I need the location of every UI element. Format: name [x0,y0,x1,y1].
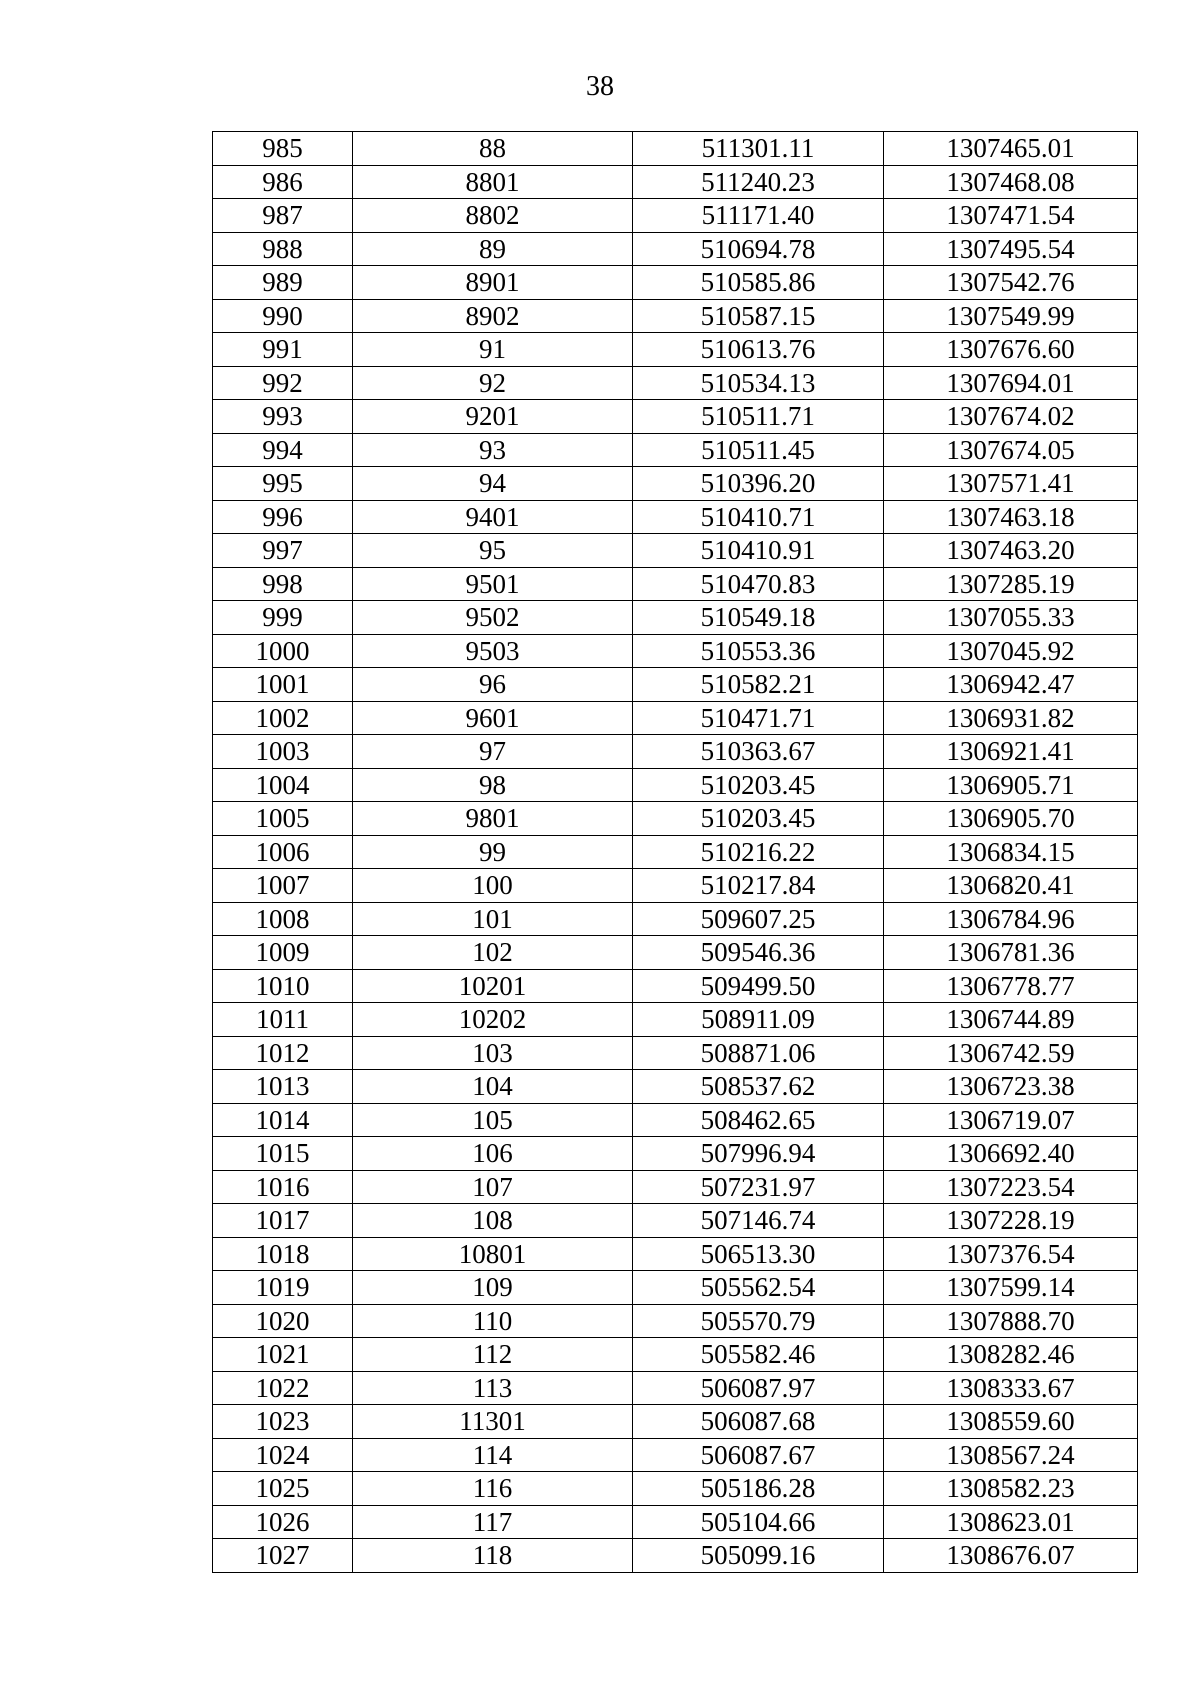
point-number-cell: 89 [353,232,633,266]
y-coordinate-cell: 1307465.01 [884,132,1138,166]
point-number-cell: 96 [353,668,633,702]
x-coordinate-cell: 508537.62 [633,1070,884,1104]
y-coordinate-cell: 1307674.02 [884,400,1138,434]
point-number-cell: 114 [353,1438,633,1472]
y-coordinate-cell: 1306692.40 [884,1137,1138,1171]
x-coordinate-cell: 508871.06 [633,1036,884,1070]
point-number-cell: 8901 [353,266,633,300]
x-coordinate-cell: 510587.15 [633,299,884,333]
point-number-cell: 10201 [353,969,633,1003]
point-number-cell: 94 [353,467,633,501]
point-number-cell: 103 [353,1036,633,1070]
x-coordinate-cell: 511240.23 [633,165,884,199]
y-coordinate-cell: 1308333.67 [884,1371,1138,1405]
table-row [213,132,1138,166]
y-coordinate-cell: 1307285.19 [884,567,1138,601]
table-row [213,735,1138,769]
x-coordinate-cell: 506513.30 [633,1237,884,1271]
row-index-cell: 1022 [213,1371,353,1405]
point-number-cell: 99 [353,835,633,869]
table-row [213,701,1138,735]
y-coordinate-cell: 1306742.59 [884,1036,1138,1070]
row-index-cell: 989 [213,266,353,300]
y-coordinate-cell: 1306719.07 [884,1103,1138,1137]
table-row [213,232,1138,266]
x-coordinate-cell: 510410.71 [633,500,884,534]
y-coordinate-cell: 1308623.01 [884,1505,1138,1539]
point-number-cell: 105 [353,1103,633,1137]
x-coordinate-cell: 510203.45 [633,802,884,836]
point-number-cell: 88 [353,132,633,166]
point-number-cell: 102 [353,936,633,970]
table-row [213,601,1138,635]
x-coordinate-cell: 505104.66 [633,1505,884,1539]
y-coordinate-cell: 1307471.54 [884,199,1138,233]
y-coordinate-cell: 1307463.20 [884,534,1138,568]
y-coordinate-cell: 1307549.99 [884,299,1138,333]
point-number-cell: 116 [353,1472,633,1506]
point-number-cell: 93 [353,433,633,467]
x-coordinate-cell: 510471.71 [633,701,884,735]
x-coordinate-cell: 510534.13 [633,366,884,400]
y-coordinate-cell: 1306905.70 [884,802,1138,836]
row-index-cell: 1016 [213,1170,353,1204]
row-index-cell: 1006 [213,835,353,869]
y-coordinate-cell: 1307376.54 [884,1237,1138,1271]
y-coordinate-cell: 1306921.41 [884,735,1138,769]
x-coordinate-cell: 505570.79 [633,1304,884,1338]
x-coordinate-cell: 510549.18 [633,601,884,635]
x-coordinate-cell: 506087.67 [633,1438,884,1472]
x-coordinate-cell: 509607.25 [633,902,884,936]
x-coordinate-cell: 510470.83 [633,567,884,601]
row-index-cell: 988 [213,232,353,266]
y-coordinate-cell: 1307888.70 [884,1304,1138,1338]
table-row [213,1237,1138,1271]
table-row [213,400,1138,434]
y-coordinate-cell: 1307599.14 [884,1271,1138,1305]
row-index-cell: 998 [213,567,353,601]
point-number-cell: 9503 [353,634,633,668]
y-coordinate-cell: 1307542.76 [884,266,1138,300]
x-coordinate-cell: 510363.67 [633,735,884,769]
x-coordinate-cell: 510203.45 [633,768,884,802]
y-coordinate-cell: 1306781.36 [884,936,1138,970]
point-number-cell: 108 [353,1204,633,1238]
y-coordinate-cell: 1307694.01 [884,366,1138,400]
point-number-cell: 95 [353,534,633,568]
table-row [213,802,1138,836]
row-index-cell: 1018 [213,1237,353,1271]
point-number-cell: 8801 [353,165,633,199]
x-coordinate-cell: 510553.36 [633,634,884,668]
x-coordinate-cell: 508911.09 [633,1003,884,1037]
x-coordinate-cell: 506087.97 [633,1371,884,1405]
point-number-cell: 104 [353,1070,633,1104]
x-coordinate-cell: 505186.28 [633,1472,884,1506]
y-coordinate-cell: 1308567.24 [884,1438,1138,1472]
table-row [213,534,1138,568]
row-index-cell: 995 [213,467,353,501]
row-index-cell: 994 [213,433,353,467]
x-coordinate-cell: 510694.78 [633,232,884,266]
row-index-cell: 1020 [213,1304,353,1338]
coordinates-table [212,131,1138,1573]
y-coordinate-cell: 1307463.18 [884,500,1138,534]
point-number-cell: 112 [353,1338,633,1372]
point-number-cell: 8802 [353,199,633,233]
table-row [213,969,1138,1003]
table-row [213,1371,1138,1405]
point-number-cell: 101 [353,902,633,936]
table-row [213,1204,1138,1238]
table-row [213,902,1138,936]
row-index-cell: 1000 [213,634,353,668]
table-row [213,1103,1138,1137]
x-coordinate-cell: 510582.21 [633,668,884,702]
table-row [213,634,1138,668]
table-row [213,1405,1138,1439]
y-coordinate-cell: 1307674.05 [884,433,1138,467]
x-coordinate-cell: 510396.20 [633,467,884,501]
point-number-cell: 117 [353,1505,633,1539]
row-index-cell: 985 [213,132,353,166]
point-number-cell: 8902 [353,299,633,333]
x-coordinate-cell: 507996.94 [633,1137,884,1171]
y-coordinate-cell: 1306778.77 [884,969,1138,1003]
page-number: 38 [586,71,614,102]
point-number-cell: 9201 [353,400,633,434]
point-number-cell: 92 [353,366,633,400]
point-number-cell: 91 [353,333,633,367]
point-number-cell: 9601 [353,701,633,735]
row-index-cell: 1025 [213,1472,353,1506]
table-row [213,433,1138,467]
row-index-cell: 1003 [213,735,353,769]
table-row [213,299,1138,333]
row-index-cell: 1002 [213,701,353,735]
table-row [213,467,1138,501]
table-row [213,768,1138,802]
y-coordinate-cell: 1306834.15 [884,835,1138,869]
x-coordinate-cell: 507146.74 [633,1204,884,1238]
row-index-cell: 991 [213,333,353,367]
table-row [213,1438,1138,1472]
point-number-cell: 9502 [353,601,633,635]
table-row [213,1137,1138,1171]
point-number-cell: 11301 [353,1405,633,1439]
y-coordinate-cell: 1307055.33 [884,601,1138,635]
point-number-cell: 97 [353,735,633,769]
row-index-cell: 1024 [213,1438,353,1472]
table-row [213,567,1138,601]
row-index-cell: 1027 [213,1539,353,1573]
y-coordinate-cell: 1306744.89 [884,1003,1138,1037]
row-index-cell: 1014 [213,1103,353,1137]
row-index-cell: 1017 [213,1204,353,1238]
row-index-cell: 992 [213,366,353,400]
point-number-cell: 107 [353,1170,633,1204]
point-number-cell: 98 [353,768,633,802]
table-row [213,835,1138,869]
table-row [213,1539,1138,1573]
y-coordinate-cell: 1308282.46 [884,1338,1138,1372]
point-number-cell: 10801 [353,1237,633,1271]
row-index-cell: 1001 [213,668,353,702]
row-index-cell: 1021 [213,1338,353,1372]
table-row [213,1472,1138,1506]
point-number-cell: 118 [353,1539,633,1573]
table-row [213,1338,1138,1372]
row-index-cell: 1004 [213,768,353,802]
y-coordinate-cell: 1306784.96 [884,902,1138,936]
x-coordinate-cell: 511171.40 [633,199,884,233]
x-coordinate-cell: 510216.22 [633,835,884,869]
row-index-cell: 996 [213,500,353,534]
row-index-cell: 999 [213,601,353,635]
y-coordinate-cell: 1306931.82 [884,701,1138,735]
y-coordinate-cell: 1307495.54 [884,232,1138,266]
row-index-cell: 1023 [213,1405,353,1439]
y-coordinate-cell: 1308582.23 [884,1472,1138,1506]
row-index-cell: 1026 [213,1505,353,1539]
point-number-cell: 113 [353,1371,633,1405]
row-index-cell: 1009 [213,936,353,970]
row-index-cell: 986 [213,165,353,199]
row-index-cell: 1010 [213,969,353,1003]
row-index-cell: 993 [213,400,353,434]
table-row [213,668,1138,702]
y-coordinate-cell: 1307223.54 [884,1170,1138,1204]
table-row [213,1070,1138,1104]
x-coordinate-cell: 510217.84 [633,869,884,903]
x-coordinate-cell: 510585.86 [633,266,884,300]
table-row [213,199,1138,233]
x-coordinate-cell: 510613.76 [633,333,884,367]
y-coordinate-cell: 1307045.92 [884,634,1138,668]
table-row [213,869,1138,903]
x-coordinate-cell: 505562.54 [633,1271,884,1305]
row-index-cell: 987 [213,199,353,233]
x-coordinate-cell: 510410.91 [633,534,884,568]
x-coordinate-cell: 507231.97 [633,1170,884,1204]
y-coordinate-cell: 1307228.19 [884,1204,1138,1238]
row-index-cell: 1019 [213,1271,353,1305]
y-coordinate-cell: 1306820.41 [884,869,1138,903]
y-coordinate-cell: 1307571.41 [884,467,1138,501]
row-index-cell: 1011 [213,1003,353,1037]
x-coordinate-cell: 509499.50 [633,969,884,1003]
row-index-cell: 1008 [213,902,353,936]
row-index-cell: 1012 [213,1036,353,1070]
x-coordinate-cell: 505582.46 [633,1338,884,1372]
row-index-cell: 1015 [213,1137,353,1171]
x-coordinate-cell: 510511.71 [633,400,884,434]
point-number-cell: 9501 [353,567,633,601]
table-row [213,1271,1138,1305]
y-coordinate-cell: 1307676.60 [884,333,1138,367]
x-coordinate-cell: 510511.45 [633,433,884,467]
table-row [213,333,1138,367]
point-number-cell: 9401 [353,500,633,534]
point-number-cell: 110 [353,1304,633,1338]
table-row [213,1170,1138,1204]
point-number-cell: 100 [353,869,633,903]
table-row [213,1505,1138,1539]
y-coordinate-cell: 1306942.47 [884,668,1138,702]
row-index-cell: 1005 [213,802,353,836]
point-number-cell: 10202 [353,1003,633,1037]
x-coordinate-cell: 509546.36 [633,936,884,970]
x-coordinate-cell: 511301.11 [633,132,884,166]
point-number-cell: 9801 [353,802,633,836]
row-index-cell: 1007 [213,869,353,903]
row-index-cell: 997 [213,534,353,568]
y-coordinate-cell: 1307468.08 [884,165,1138,199]
y-coordinate-cell: 1306723.38 [884,1070,1138,1104]
point-number-cell: 106 [353,1137,633,1171]
table-row [213,936,1138,970]
row-index-cell: 990 [213,299,353,333]
coordinates-table-body [213,132,1138,1573]
x-coordinate-cell: 505099.16 [633,1539,884,1573]
table-row [213,500,1138,534]
table-row [213,1003,1138,1037]
table-row [213,1304,1138,1338]
table-row [213,1036,1138,1070]
y-coordinate-cell: 1308559.60 [884,1405,1138,1439]
table-row [213,165,1138,199]
x-coordinate-cell: 506087.68 [633,1405,884,1439]
x-coordinate-cell: 508462.65 [633,1103,884,1137]
y-coordinate-cell: 1306905.71 [884,768,1138,802]
y-coordinate-cell: 1308676.07 [884,1539,1138,1573]
table-row [213,366,1138,400]
table-row [213,266,1138,300]
row-index-cell: 1013 [213,1070,353,1104]
point-number-cell: 109 [353,1271,633,1305]
